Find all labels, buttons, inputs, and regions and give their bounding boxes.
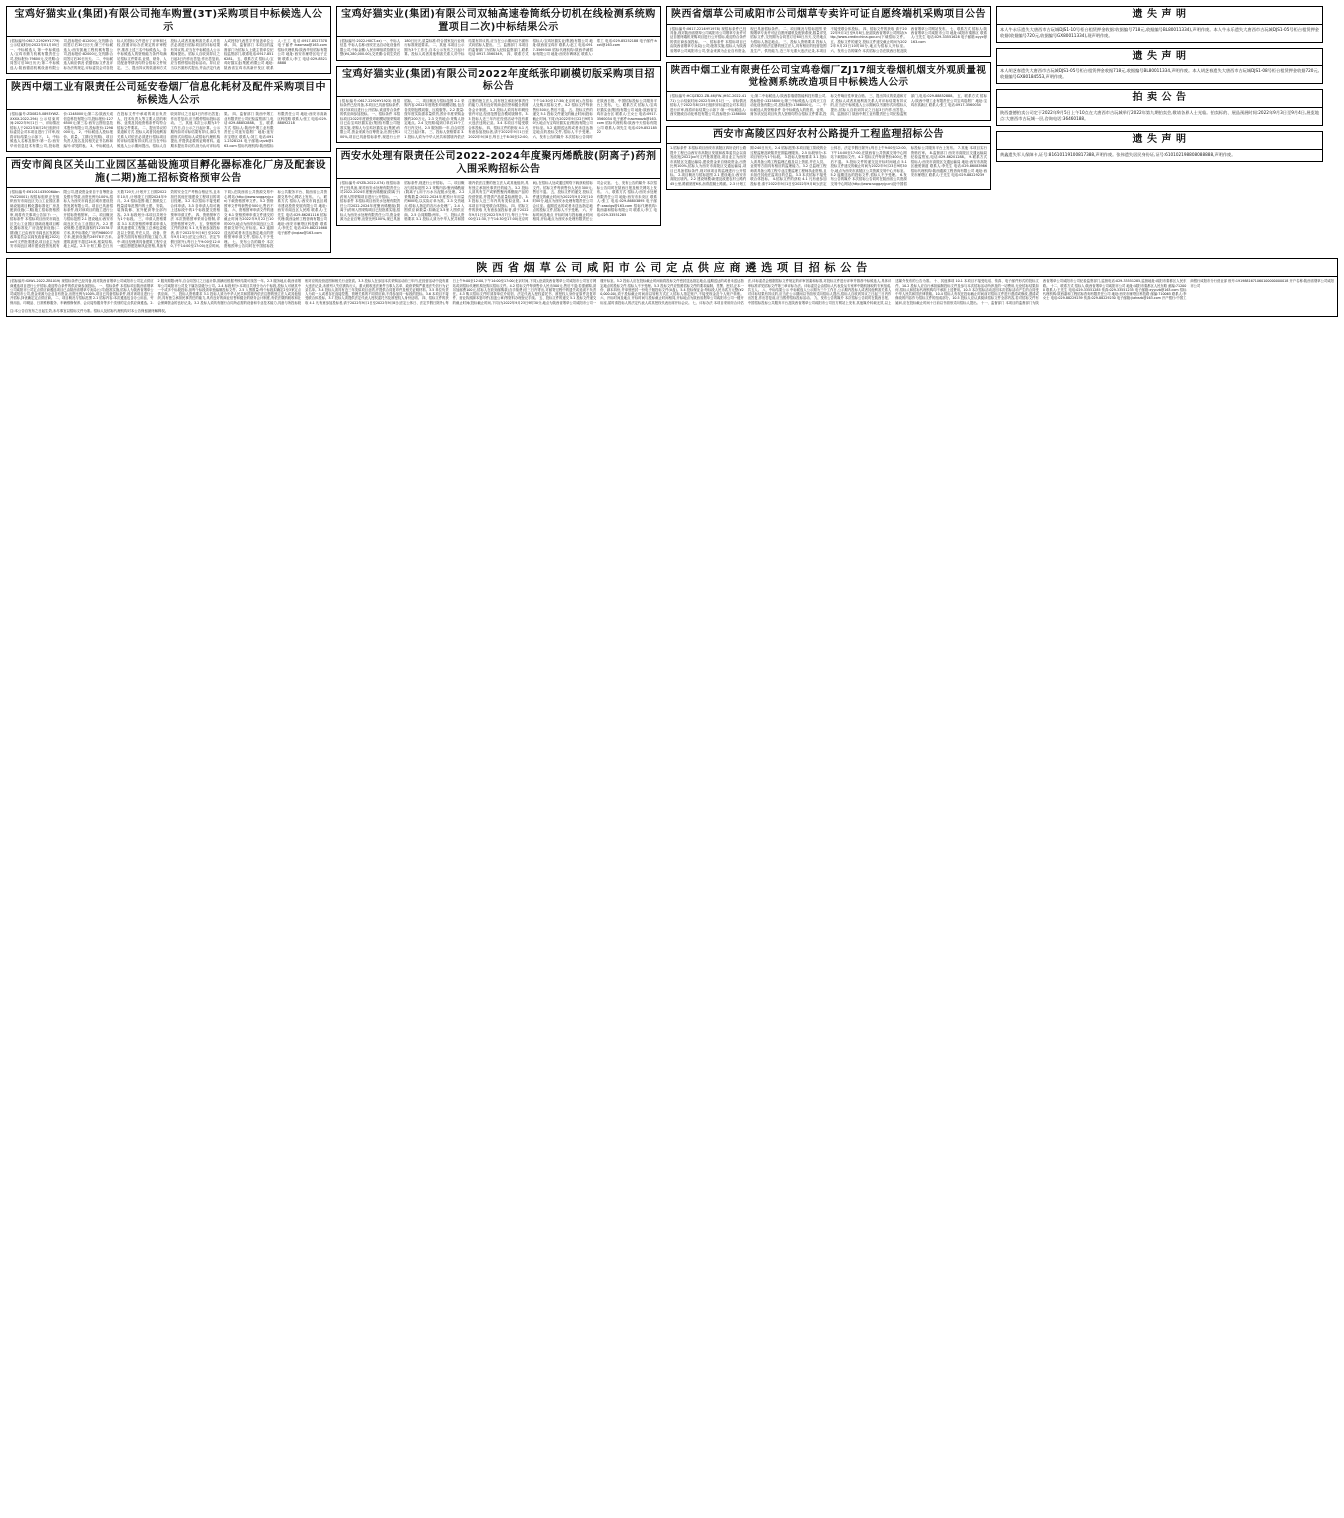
notice-body: (招标编号:0617-2292HY1779) 公示结束时间:2022年01月05日 一、中标候选人 第一中标候选人:宝鸡市鼎力机械有限责任公司,投标报价:79800元,交货期:合同签订后30日历天;第二中标候选人:陕西德浩机械设备有限公司,投标报价:81200元,交货期:合同签订后30日历天;第三中标候选人:西安凯驰工程机械有限公司,投标报价:82000元,交货期:合同签订后30日历天。 二、中标候选人响应情况 依据招标文件及评标办法的规定,评标委员会对各投标人的投标文件进行了评审和比较,按照评标办法规定的评审程序,推荐上述三名中标候选人。各中标候选人的资格能力条件均满足招标文件要求,业绩、财务、人员配备等情况均符合招标文件规定。 三、提出异议的渠道和方式 投标人或者其他利害关系人对依法必须进行招标项目的评标结果有异议的,应当在中标候选人公示期间提出。招标人自收到异议之日起3日内作出答复;作出答复前,应当暂停招标投标活动。异议应当以书面形式提出,并由法定代表人或授权代表签字并加盖单位公章。 四、监督部门 本项目的监督部门为招标人上级主管单位纪检监察部门,联系电话:0917-8516281。 五、联系方式 招标人:宝鸡好猫实业(集团)有限公司 地址:陕西省宝鸡市高新开发区 联系人:王工 电话:0917-8527378 电子邮件:haomao@163.com 招标代理机构:陕西华信招标有限公司 地址:西安市雁塔区电子正街 联系人:李工 电话:029-85218888 (10, 39, 327, 70)
notice-rural-road-supervision (666, 126, 991, 191)
declaration-title: 遗 失 声 明 (997, 49, 1322, 67)
declaration-title: 遗 失 声 明 (997, 7, 1322, 25)
notice-prequalification-announcement (6, 157, 331, 252)
declaration-title: 遗 失 声 明 (997, 132, 1322, 150)
declaration-lost-2 (996, 48, 1323, 85)
notice-body: 1.招标条件 本招标项目西安市高陵区四好农村公路提升工程已由西安市高陵区发展和改革委员会以高发改发[2022]xx号文件批准建设,项目业主为西安市高陵区交通运输局,建设资金来自财政资金,出资比例100%,招标人为西安市高陵区交通运输局,项目已具备招标条件,现对该项目的监理进行公开招标。 2.项目概况与招标范围 2.1 建设地点:西安市高陵区境内。2.2 建设规模:新建及改建农村公路约45公里,路面宽度6米,沥青混凝土路面。2.3 计划工期:240日历天。2.4 招标范围:本项目施工阶段的全过程监理及缺陷责任期监理服务。2.5 标段划分:本项目划分为1个标段。 3.投标人资格要求 3.1 投标人须具备公路工程监理乙级及以上资质,并在人员、业绩等方面具有相应的监理能力。3.2 总监理工程师须具备公路工程专业注册监理工程师执业资格,且未担任其他在监项目的总监。3.3 本次招标不接受联合体投标。 4.招标文件的获取 4.1 凡有意参加投标者,请于2022年9月1日至2022年9月8日(法定公休日、法定节假日除外),每日上午9:00至12:00,下午14:00至17:00,在陕西省公共资源交易中心网站下载招标文件。4.2 招标文件每套售价400元,售后不退。 5.投标文件的递交及开标时间地点 5.1 投标文件递交的截止时间为2022年9月23日9时30分,地点为西安市高陵区公共资源交易中心开标室。5.2 逾期送达的投标文件,招标人不予受理。 6.发布公告的媒介 本次招标公告同时在陕西省公共资源交易中心网站(http://www.sxggzyjy.cn)及中国招标投标公共服务平台上发布。 7.其他 本项目实行资格后审。 8.监督部门 西安市高陵区交通运输局纪检监察室,电话:029-86201288。 9.联系方式 招标人:西安市高陵区交通运输局 地址:西安市高陵区鹿苑街道 联系人:李先生 电话:029-86083986 招标代理机构:陕西通源工程咨询有限公司 地址:西安市雁塔区 联系人:王先生 电话:029-88229239 (670, 146, 987, 186)
notice-body: (招标编号:0617-2292HY1923) 现招标条件已经具备,本项目已具备招标条件,现对该项目进行公开招标,欢迎符合条件的供应商参加投标。 一、招标条件 本招标项目2022年度纸张印刷模切版采购项目已由宝鸡好猫实业(集团)有限公司批准实施,采购人为宝鸡好猫实业(集团)有限公司,资金来源为自筹资金,出资比例100%,项目已具备招标条件,现进行公开招标。 二、项目概况与招标范围 2.1 采购内容:2022年度纸张印刷模切版,包含各类烟包模切版、压痕版等。2.2 数量:按年度实际需求量供货,预计年度采购金额约200万元。2.3 交货地点:采购人指定地点。2.4 交货期:接到订单后15个工作日内交付。2.5 服务期:一年,自合同签订之日起计算。 三、投标人资格要求 3.1 投标人须为中华人民共和国境内依法注册的独立法人,具有独立承担民事责任的能力,具有良好的商业信誉和健全的财务会计制度。3.2 投标人须具有印刷经营许可证,经营范围包含模切版制作。3.3 投标人近三年内在经营活动中没有重大违法违规记录。3.4 本项目不接受联合体投标。 四、招标文件的获取 4.1 凡有意参加投标者,请于2022年9月1日至2022年9月8日,每日上午8:30至12:00,下午14:30至17:30(北京时间),在招标人处购买招标文件。4.2 招标文件每套售价300元,售后不退。 五、投标文件的递交 5.1 投标文件递交的截止时间(投标截止时间,下同)为2022年9月22日9时30分,地点为宝鸡好猫实业(集团)有限公司开标室。5.2 逾期送达的或者未送达指定地点的投标文件,招标人不予受理。 六、发布公告的媒介 本次招标公告同时在陕西日报、中国招标投标公共服务平台上发布。 七、联系方式 招标人:宝鸡好猫实业(集团)有限公司 地址:陕西省宝鸡市金台区 联系人:王女士 电话:0917-3560034 电子邮件:haomaozb@163.com 招标代理机构:陕西中天招标有限公司 联系人:刘先生 电话:029-85218522 (340, 98, 657, 139)
declaration-title: 拍 卖 公 告 (997, 90, 1322, 108)
notice-title: 陕西中烟工业有限责任公司宝鸡卷烟厂ZJ17细支卷烟机烟支外观质量视觉检测系统改造项目中标候选人公示 (667, 63, 990, 92)
column-3 (666, 6, 991, 190)
notice-zj17-vision-system (666, 62, 991, 120)
notice-body: (招标编号:ZD0825-0893YWZ-XXXX-2022-294) 公示结束时间:2022年9月1日 一、评标情况 招标人于2022年8月25日组织评标委员会对本项目进行了评审,现将评标结果公示如下。 1、中标候选人名称及排序:第一名:西安华讯信息技术有限公司,投标报价:1248000元;第二名:陕西天成信息科技有限公司,投标报价:1276500元;第三名:西安云图信息技术股份有限公司,投标报价:1298000元。 2、中标候选人投标报价、质量、工期(交货期)、项目负责人姓名及其相关证书名称和编号:详见附表。 3、中标候选人在投标文件中承诺的项目负责人、技术负责人等主要人员的职称、业绩及其他资格条件均符合招标文件要求。 二、提出异议的渠道和方式 投标人或者其他利害关系人对依法必须进行招标项目的评标结果有异议的,应当在中标候选人公示期间提出。招标人自收到异议之日起3日内作出答复;作出答复前,应当暂停招标投标活动。 三、其他 本次公示期为3个工作日,自公示之日起计算。公示期内如对评标结果有异议,请以书面形式向招标人或招标代理机构提出,并提供必要的证明材料。逾期未提出异议的,视为认可评标结果。 四、监督部门 陕西中烟工业有限责任公司纪检监察部门,电话:029-88852888。 五、联系方式 招标人:陕西中烟工业有限责任公司延安卷烟厂 地址:延安市宝塔区 联系人:刘工 电话:0911-2328124 电子邮箱:zyzb@163.com 招标代理机构:陕西招标有限责任公司 地址:西安市高新区科技路 联系人:张工 电话:029-88892218 (10, 112, 327, 148)
column-1 (6, 6, 331, 253)
notice-bidding-result-2 (6, 79, 331, 152)
column-4-declarations (996, 6, 1323, 162)
notice-body: (招标编号:E61011435006AbnYVZ20001) 现招标组织正在组织西安市阎良区关山工业园区基础设施项目孵化器标准化厂房及配套设施(二期)施工招标资格预审,现将有关事项公告如下: 一、招标条件 本招标项目西安市阎良区关山工业园区基础设施项目孵化器标准化厂房及配套设施(二期)施工已由西安市阎良区发展和改革委员会以阎发改备案[2022]xx号文件批准建设,项目业主为西安市阎良区城市建设投资发展有限公司,建设资金来自于自筹资金及银行贷款,出资比例为100%,招标人为西安市阎良区城市建设投资发展有限公司。项目已具备招标条件,现对该项目的施工进行公开招标资格预审。 二、项目概况与招标范围 2.1 建设地点:西安市阎良区关山工业园区内。2.2 建设规模:总建筑面积约123578平方米,其中标准化厂房约98600平方米,配套设施约24978平方米,建筑高度不超过24米,框架结构,地上4层。2.3 计划工期:总日历天数720天,计划开工日期2022年10月,计划竣工日期2024年9月。2.4 招标范围:施工图纸及工程量清单范围内的土建、安装、装饰装修、室外配套等全部内容。2.5 标段划分:本项目共划分为1个标段。 三、申请人资格要求 3.1 本次资格预审要求申请人须具备建筑工程施工总承包壹级及以上资质,并在人员、设备、资金等方面具有相应的施工能力,其中:项目经理须具备建筑工程专业一级注册建造师执业资格,具备有效的安全生产考核合格证书,且未担任其他在施建设工程项目的项目经理。3.2 本次招标不接受联合体申请。3.3 各申请人均可就上述标段中的1个标段提交资格预审申请文件。 四、资格预审方法 本次资格预审采用合格制,详见资格预审文件。 五、资格预审文件的获取 5.1 凡有意参加投标者,请于2022年9月6日至2022年9月13日(法定公休日、法定节假日除外),每日上午9:00至12:00,下午14:00至17:00(北京时间,下同),在陕西省公共资源交易中心网站(http://www.sxggzyjy.cn)下载资格预审文件。5.2 资格预审文件每套售价500元,售后不退。 六、资格预审申请文件的递交 6.1 资格预审申请文件递交的截止时间为2022年9月22日10时00分,地点为西安市阎良区公共资源交易中心开标室。6.2 逾期送达的或者未送达指定地点的资格预审申请文件,招标人不予受理。 七、发布公告的媒介 本次资格预审公告同时在中国招标投标公共服务平台、陕西省公共资源交易中心网站上发布。 八、联系方式 招标人:西安市阎良区城市建设投资发展有限公司 地址:西安市阎良区人民路 联系人:王先生 电话:029-86281116 招标代理:陕西金桥工程咨询有限公司 地址:西安市雁塔区科技路 联系人:李先生 电话:029-88221668 电子邮件:jinqiao@163.com (10, 190, 327, 249)
notice-title: 宝鸡好猫实业(集团)有限公司双轴高速卷筒纸分切机在线检测系统购置项目二次)中标结果公示 (337, 7, 660, 37)
bottom-notice-title: 陕 西 省 烟 草 公 司 咸 阳 市 公 司 定 点 供 应 商 遴 选 项 目 招 标 公 告 (7, 259, 1337, 278)
notice-body: (招标编号:2022-HXCT-xx) 一、中标人信息 中标人名称:西安宏达自动化设备有限公司,中标金额:人民币肆佰贰拾捌万元整(¥4,280,000.00),交货期:合同生效后180日历天,质量标准:符合国家及行业现行标准规范要求。 二、其他 本项目公示期为3个工作日,自本公示发布之日起计算。投标人或者其他利害关系人对中标结果有异议的,应当在公示期间以书面形式向招标人提出。 三、监督部门 本项目的监督部门为招标人纪检监察部门,联系电话:0917-3560349。 四、联系方式 招标人:宝鸡好猫实业(集团)有限公司 地址:陕西省宝鸡市 联系人:赵工 电话:0917-3569340 招标代理机构:陕西华诚招标有限公司 地址:西安市碑林区 联系人:郑工 电话:029-85252188 电子邮件:hxct@163.com (340, 39, 657, 57)
notice-bidding-result-1 (6, 6, 331, 74)
notice-title: 宝鸡好猫实业(集团)有限公司拖车购置(3T)采购项目中标候选人公示 (7, 7, 330, 37)
notice-title: 西安市高陵区四好农村公路提升工程监理招标公告 (667, 127, 990, 145)
bottom-notice-supplier-selection (6, 258, 1338, 318)
notice-polyacrylamide-tender (336, 148, 661, 225)
bottom-notice-body: (招标编号:SXWL-2022-ZB1019) 现招标条件已经具备,现对陕西省烟草公司咸阳市公司定点供应商遴选项目进行公开招标,欢迎符合条件的供应商参加投标。 一、招标条件 本招标项目陕西省烟草公司咸阳市公司定点供应商遴选项目已由陕西省烟草专卖局(公司)批准实施,招标人为陕西省烟草公司咸阳市公司,资金来源为企业自有资金,出资比例为100%,项目已具备招标条件,现对该项目进行公开招标,择优确定定点供应商。 二、项目概况与招标范围 2.1 招标内容:本次遴选包含办公用品、劳保用品、印刷品、日常维修服务、车辆维修保养、会议接待服务等多个类别的定点供应商遴选。2.2 服务期限:两年,自合同签订之日起计算,期满后根据考核结果可续签一年。2.3 服务地点:陕西省烟草公司咸阳市公司及下属各县级分公司。2.4 标段划分:本项目共划分为六个标段,投标人可就其中一个或多个标段投标,但每个标段须单独编制投标文件。2.5 入围数量:每个标段拟确定2至3家定点供应商。 三、投标人资格要求 3.1 投标人须为中华人民共和国境内依法注册的独立法人或其他组织,具有独立承担民事责任的能力,具有良好的商业信誉和健全的财务会计制度,有依法缴纳税收和社会保障资金的良好记录。3.2 投标人须具有履行合同所必需的设备和专业技术能力,具备与所投标段相对应的经营范围和相关行业资质。3.3 投标人在参加本次采购活动前三年内,在经营活动中没有重大违法记录,未被列入失信被执行人、重大税收违法案件当事人名单、政府采购严重违法失信行为记录名单。3.4 投标人须具有近三年类似项目业绩,并提供合同复印件及相关证明材料。3.5 单位负责人为同一人或者存在直接控股、管理关系的不同供应商,不得参加同一标段的投标。3.6 本项目不接受联合体投标。3.7 投标人须提供法定代表人授权委托书及被授权人身份证明。 四、招标文件的获取 4.1 凡有意参加投标者,请于2022年9月1日至2022年9月8日(法定公休日、法定节假日除外),每日上午9:00至12:00,下午14:00至17:00(北京时间,下同),登录陕西省烟草公司咸阳市公司官方网站或到招标代理机构处购买招标文件。4.2 招标文件每套售价人民币500元,售后不退;若需邮购,须另加邮费100元,招标人在收到邮购款(含手续费)后三日内寄出,对邮寄过程中的遗失或延误不负责任。4.3 购买招标文件时须持单位介绍信、法定代表人授权委托书、被授权人身份证原件及复印件、营业执照副本复印件(加盖公章)等资料办理登记手续。 五、投标文件的递交 5.1 投标文件递交的截止时间(投标截止时间,下同)为2022年9月23日9时30分,地点为陕西省烟草公司咸阳市公司一楼开标室。5.2 投标人应在投标截止时间前将投标文件密封送达指定地点,逾期送达的或者未送达指定地点的投标文件,招标人不予受理。5.3 投标文件应按照招标文件的要求编制、签署、密封,正本一份、副本四份,并单独密封一份电子版投标文件(U盘)。5.4 投标保证金:每标段人民币贰万元整(¥20,000.00),须于投标截止时间前以转账方式汇入招标人指定账户,不接受现金及个人账户转账。 六、开标时间及地点 开标时间与投标截止时间相同,开标地点为陕西省烟草公司咸阳市公司一楼开标室,届时请投标人的法定代表人或其授权代表出席开标会议。 七、评标办法 本项目采用综合评估法,评标委员会根据招标文件规定的评审因素和标准,对投标文件进行评审并推荐中标候选人,具体评审标准详见招标文件第三章评标办法。评标委员会由招标人代表及从专家库中随机抽取的专家组成,共五人。 八、中标结果公示 中标候选人公示期为三个工作日,公示期内投标人或者其他利害关系人对评标结果有异议的,应当在公示期间以书面形式向招标人提出,招标人自收到异议之日起三日内作出答复,作出答复前,应当暂停招标投标活动。 九、发布公告的媒介 本次招标公告同时在陕西日报、中国招标投标公共服务平台及陕西省烟草公司咸阳市公司官方网站上发布,其他媒介转载无效,以上述媒介发布的公告为准。 十、其他事项 10.1 本项目不接受电话、传真、电子邮件形式的投标文件。10.2 投标人应自行承担编制投标文件及参与本次招标活动所涉及的一切费用,无论招标结果如何,招标人和招标代理机构均不承担上述费用。10.3 本次招标活动及因本次招标活动产生的合同受中华人民共和国法律管辖。10.4 招标人有权在投标截止时间前对招标文件进行澄清或修改,澄清或修改的内容作为招标文件的组成部分。10.5 投标人应认真阅读招标文件全部内容,若对招标文件有疑问,应在投标截止时间十日前以书面形式向招标人提出。 十一、监督部门 本项目的监督部门为陕西省烟草公司咸阳市公司纪检监察部门,监督电话:029-33551285,监督地址:咸阳市秦都区人民东路。 十二、联系方式 招标人:陕西省烟草公司咸阳市公司 地址:咸阳市秦都区人民东路 邮编:712000 联系人:王先生 电话:029-33551285 传真:029-33551235 电子邮箱:xyyczb@163.com 招标代理机构:陕西嘉和工程招标咨询有限责任公司 地址:西安市雁塔区科技路 邮编:710065 联系人:李女士 电话:029-88229239 传真:029-88229230 电子邮箱:jiahezb@163.com 开户银行:中国工商银行咸阳市分行营业部 账号:1919881671060100000000018 开户名称:陕西省烟草公司咸阳市公司 (10, 279, 1334, 305)
notice-title: 陕西中烟工业有限责任公司延安卷烟厂信息化耗材及配件采购项目中标候选人公示 (7, 80, 330, 110)
declaration-body: 陕西盛德拍卖公司定于2022年9月5日上午10点在大唐西市古玩城举行2022年第九期拍卖会,敬请各界人士光临。拍卖标的、展品预展时间:2022年9月3日至9月4日,展览地点:大唐西市古玩城一层,咨询电话:36460188。 (1000, 109, 1319, 121)
declaration-lost-1 (996, 6, 1323, 43)
notice-die-cut-plate-tender (336, 66, 661, 143)
declaration-body: 本人牛永乐遗失大唐西市古玩城DJS1-10号柜台租赁押金收据:收据编号718元,收据编号BL80011334),声明作废。本人牛永乐遗失大唐西市古玩城DJS1-05号柜台租赁押金收据(收据编号720元,收据编号GX80011334),现声明作废。 (1000, 26, 1319, 38)
notice-tobacco-license-terminal (666, 6, 991, 57)
notice-title: 西安水处理有限责任公司2022-2024年度聚丙烯酰胺(阴离子)药剂入围采购招标公告 (337, 149, 660, 179)
declaration-body: 本人胡芝春遗失大唐西市古玩城DJS1-05号柜台租赁押金收据718元,收据编号BL80011334,声明作废。本人胡芝春遗失大唐西市古玩城DJS1-08号柜台租赁押金收据720元,收据编号GX80184553,声明作废。 (1000, 68, 1319, 80)
notice-body: (招标编号:HCQZB22-ZB-46(FW-)HSC-2022-4171) 公示结束时间:2022年09月1日 一、评标情况 招标人于2022年8月25日组织评标委员会对本项目进行评审,现将评标结果公示如下:第一中标候选人:西安捷威自动化科技有限公司,投标报价:1286000元;第二中标候选人:陕西泰瑞德智能科技有限公司,投标报价:1325800元;第三中标候选人:宝鸡天工自动化设备有限公司,投标报价:1368000元。 二、中标候选人的资格条件 各中标候选人的资质、业绩、财务状况及项目负责人资格均符合招标文件要求,投标文件响应性审查合格。 三、提出异议的渠道和方式 投标人或者其他利害关系人对评标结果有异议的,应当在中标候选人公示期间以书面形式向招标人提出,招标人自收到异议之日起3日内作出答复。 四、监督部门 陕西中烟工业有限责任公司纪检监察部门,电话:029-88852888。 五、联系方式 招标人:陕西中烟工业有限责任公司宝鸡卷烟厂 地址:宝鸡市高新区 联系人:张工 电话:0917-3560034 (670, 94, 987, 117)
notice-title: 宝鸡好猫实业(集团)有限公司2022年度纸张印刷模切版采购项目招标公告 (337, 67, 660, 97)
notice-body: (招标编号:0617-2214HY1978) 现招标条件已经具备,现对陕西省烟草公司咸阳市公司烟草专卖许可证自愿终端机采购项目进行公开招标,欢迎符合条件的供应商参加投标。 一、招标条件 本招标项目已由陕西省烟草专卖局(公司)批准实施,招标人为陕西省烟草公司咸阳市公司,资金来源为企业自有资金,现已具备招标条件。 二、项目概况与招标范围 采购烟草专卖许可证自愿终端机及配套系统,数量详见招标文件,交货期为合同签订后60日历天,交货地点为招标人指定地点。 三、投标人资格要求 投标人须为境内依法注册的独立法人,具有相应的经营范围及生产、供货能力,近三年无重大违法记录,本项目不接受联合体投标。 四、招标文件的获取 请于2022年9月1日至9月8日,登录陕西省烟草公司网站(http://www.credinchina.gov.cn)下载招标文件。 五、投标文件的递交 投标文件递交截止时间为2022年9月23日10时00分,地点为招标人开标室。 六、发布公告的媒介 本次招标公告在陕西日报及陕西省烟草公司网站发布。 七、联系方式 招标人:陕西省烟草公司咸阳市公司 地址:咸阳市秦都区 联系人:王先生 电话:029-33551628 电子邮箱:xyyc@163.com (670, 26, 987, 53)
declaration-lost-3 (996, 131, 1323, 162)
notice-award-result-slitter (336, 6, 661, 61)
notice-body: (招标编号:SYZB-2022-074) 现招标条件已经具备,现对西安水处理有限责任公司2022-2024年度聚丙烯酰胺(阴离子)药剂入围采购项目进行公开招标。 一、招标条件 本招标项目西安水处理有限责任公司2022-2024年度聚丙烯酰胺(阴离子)药剂入围采购项目已经批准实施,招标人为西安水处理有限责任公司,资金来源为企业自筹,出资比例100%,现已具备招标条件,现进行公开招标。 二、项目概况与招标范围 2.1 采购内容:聚丙烯酰胺(阴离子),用于污水污泥脱水处理。2.2 采购数量:2022-2024年度预计年用量约600吨,以实际订单为准。2.3 交货地点:招标人指定的各污水处理厂。2.4 入围供应商数量:拟确定3-5家入围供应商。2.5 合同期限:两年。 三、投标人资格要求 3.1 投标人须为中华人民共和国境内依法注册的独立法人或其他组织,具有独立承担民事责任的能力。3.2 投标人须具有生产或销售聚丙烯酰胺产品的经营资质,并提供产品质量检测报告。3.3 投标人近三年内具有类似业绩。3.4 本项目不接受联合体投标。 四、招标文件的获取 凡有意参加投标者,请于2022年9月1日至2022年9月7日,每日上午9:00至11:30,下午14:30至17:00(北京时间),在招标人处或通过网络下载获取招标文件。招标文件每套售价人民币300元,售后不退。 五、投标文件的递交 投标文件递交的截止时间为2022年9月23日10时00分,地点为西安水处理有限责任公司会议室。逾期送达的或者未送达指定地点的投标文件,招标人不予受理。 六、开标时间及地点 开标时间与投标截止时间相同,开标地点为西安水处理有限责任公司会议室。 七、发布公告的媒介 本次招标公告同时在陕西日报及相关网站上发布。 八、联系方式 招标人:西安水处理有限责任公司 地址:西安市未央区 联系人:张工 电话:029-86803895 电子邮件:xasclgs@163.com 招标代理机构:陕西嘉和招标有限公司 联系人:李工 电话:029-33551285 (340, 181, 657, 222)
bottom-notice-footer: 注:本公告自发布之日起生效,未尽事宜以招标文件为准。招标人及招标代理机构对本公告保留最终解释权。 (10, 309, 169, 313)
top-grid (6, 6, 1338, 253)
declaration-body: 黄鑫遗失军人保障卡,证号:81610119100817388,声明作废。张伟遗失居民身份证,证号:610102198808088888,声明作废。 (1000, 151, 1236, 157)
column-2 (336, 6, 661, 226)
notice-title: 西安市阎良区关山工业园区基础设施项目孵化器标准化厂房及配套设施(二期)施工招标资格预审公告 (7, 158, 330, 188)
auction-announcement (996, 89, 1323, 126)
notice-title: 陕西省烟草公司咸阳市公司烟草专卖许可证自愿终端机采购项目公告 (667, 7, 990, 25)
